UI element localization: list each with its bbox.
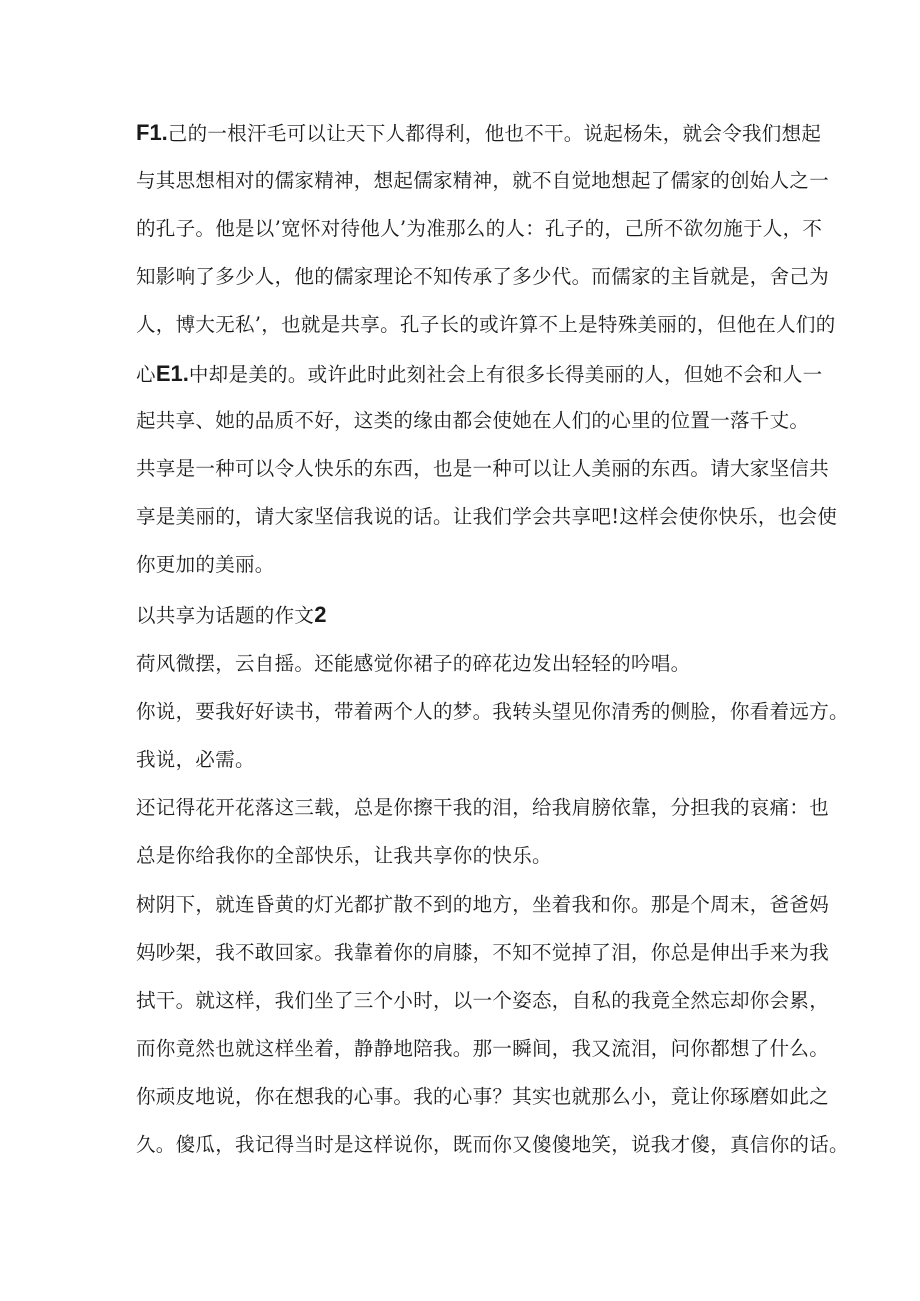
heading-number: 2 — [314, 602, 327, 627]
paragraph-4: 你说，要我好好读书，带着两个人的梦。我转头望见你清秀的侧脸，你看着远方。 — [136, 700, 849, 723]
paragraph-7-line-4: 而你竟然也就这样坐着，静静地陪我。那一瞬间，我又流泪，问你都想了什么。 — [136, 1037, 830, 1060]
paragraph-1-line-4: 知影响了多少人，他的儒家理论不知传承了多少代。而儒家的主旨就是，舍己为 — [136, 265, 830, 288]
paragraph-6-line-2: 总是你给我你的全部快乐，让我共享你的快乐。 — [136, 844, 552, 867]
paragraph-7-line-5: 你顽皮地说，你在想我的心事。我的心事？其实也就那么小，竟让你琢磨如此之 — [136, 1085, 830, 1108]
paragraph-2-line-3: 你更加的美丽。 — [136, 553, 275, 576]
section-heading — [136, 598, 326, 632]
paragraph-7-line-2: 妈吵架，我不敢回家。我靠着你的肩膝，不知不觉掉了泪，你总是伸出手来为我 — [136, 941, 830, 964]
text-run: 己的一根汗毛可以让天下人都得利，他也不干。说起杨朱，就会令我们想起 — [167, 122, 822, 145]
paragraph-1-line-3: 的孔子。他是以’宽怀对待他人’为准那么的人：孔子的，己所不欲勿施于人，不 — [136, 217, 823, 240]
text-run: 中却是美的。或许此时此刻社会上有很多长得美丽的人，但她不会和人一 — [188, 363, 823, 386]
paragraph-2-line-1: 共享是一种可以令人快乐的东西，也是一种可以让人美丽的东西。请大家坚信共 — [136, 457, 830, 480]
paragraph-7-line-6: 久。傻瓜，我记得当时是这样说你，既而你又傻傻地笑，说我才傻，真信你的话。 — [136, 1133, 849, 1156]
ocr-artifact-mark: E1. — [155, 361, 189, 386]
paragraph-1-line-2: 与其思想相对的儒家精神，想起儒家精神，就不自觉地想起了儒家的创始人之一 — [136, 169, 830, 192]
paragraph-1-line-5: 人，博大无私’，也就是共享。孔子长的或许算不上是特殊美丽的，但他在人们的 — [136, 313, 836, 336]
paragraph-1-line-7: 起共享、她的品质不好，这类的缘由都会使她在人们的心里的位置一落千丈。 — [136, 409, 810, 432]
paragraph-5: 我说，必需。 — [136, 748, 255, 771]
paragraph-3: 荷风微摆，云自摇。还能感觉你裙子的碎花边发出轻轻的吟唱。 — [136, 652, 691, 675]
paragraph-6-line-1: 还记得花开花落这三载，总是你擦干我的泪，给我肩膀依靠，分担我的哀痛：也 — [136, 796, 830, 819]
paragraph-2-line-2: 享是美丽的，请大家坚信我说的话。让我们学会共享吧!这样会使你快乐，也会使 — [136, 505, 838, 528]
heading-text: 以共享为话题的作文 — [136, 604, 315, 627]
ocr-artifact-mark: F1. — [136, 120, 168, 145]
paragraph-7-line-3: 拭干。就这样，我们坐了三个小时，以一个姿态，自私的我竟全然忘却你会累， — [136, 989, 830, 1012]
paragraph-1-line-1 — [136, 116, 821, 150]
text-run: 心 — [136, 363, 156, 386]
paragraph-7-line-1: 树阴下，就连昏黄的灯光都扩散不到的地方，坐着我和你。那是个周末，爸爸妈 — [136, 893, 830, 916]
paragraph-1-line-6 — [136, 357, 822, 391]
